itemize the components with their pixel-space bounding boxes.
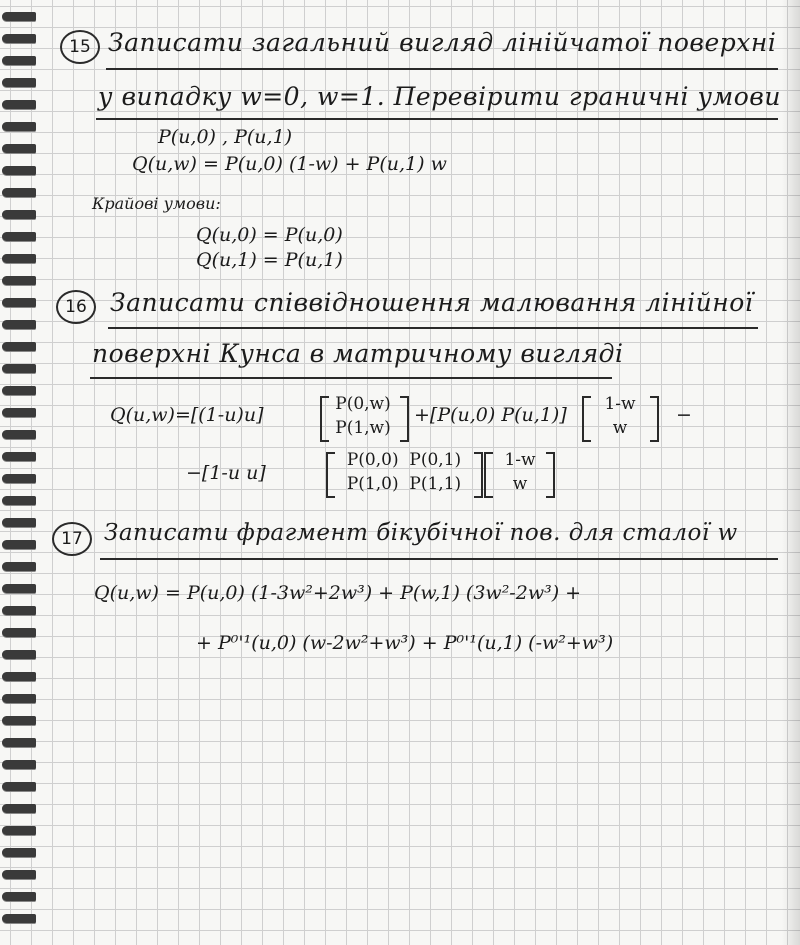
problem-17-eq1: Q(u,w) = P(u,0) (1-3w²+2w³) + P(w,1) (3w²-2w³) + [94,582,582,604]
problem-16-eq2-m2-top: 1-w [504,450,536,470]
problem-16-eq1-m2-bottom: w [612,418,628,438]
problem-16-eq1-m1-bottom: P(1,w) [335,418,391,438]
problem-16-eq2-m1-r2c2: P(1,1) [409,474,462,494]
problem-17-number: 17 [52,522,92,556]
problem-16-eq2-matrix2 [494,448,546,496]
problem-15-title-line1: Записати загальний вигляд лінійчатої поверхні [108,28,777,57]
problem-16-eq2-m2-bottom: w [512,474,528,494]
problem-16-eq1-matrix2 [592,392,648,440]
problem-16-eq2-m1-r2c1: P(1,0) [346,474,399,494]
problem-16-title-line2: поверхні Кунса в матричному вигляді [92,339,624,368]
problem-15-conditions-label: Крайові умови: [92,194,221,213]
problem-15-condition2: Q(u,1) = P(u,1) [196,249,343,271]
problem-15-title-line2: у випадку w=0, w=1. Перевірити граничні умови [98,82,781,111]
problem-16-eq1-m1-top: P(0,w) [335,394,391,414]
problem-15-condition1: Q(u,0) = P(u,0) [196,224,343,246]
problem-16-eq2-left: −[1-u u] [186,462,266,484]
problem-16-number: 16 [56,290,96,324]
problem-17-eq2: + P⁰'¹(u,0) (w-2w²+w³) + P⁰'¹(u,1) (-w²+w³) [196,632,614,654]
problem-16-eq2-matrix1 [334,448,474,496]
problem-17-title-line1: Записати фрагмент бікубічної пов. для сталої w [104,520,738,546]
problem-15-number: 15 [60,30,100,64]
spiral-binding [0,0,40,945]
problem-16-eq1-matrix1 [328,392,398,440]
problem-16-eq1-left: Q(u,w)=[(1-u)u] [110,404,264,426]
problem-16-eq2-m1-r1c2: P(0,1) [409,450,462,470]
problem-16-eq2-m1-r1c1: P(0,0) [346,450,399,470]
problem-16-eq1-mid: +[P(u,0) P(u,1)] [414,404,567,426]
problem-16-eq1-m2-top: 1-w [604,394,636,414]
problem-15-given: P(u,0) , P(u,1) [158,126,293,148]
problem-15-formula: Q(u,w) = P(u,0) (1-w) + P(u,1) w [132,153,447,175]
page-edge-shadow [782,0,800,945]
problem-16-eq1-end: − [676,404,692,426]
problem-16-title-line1: Записати співвідношення малювання лінійної [110,288,754,317]
